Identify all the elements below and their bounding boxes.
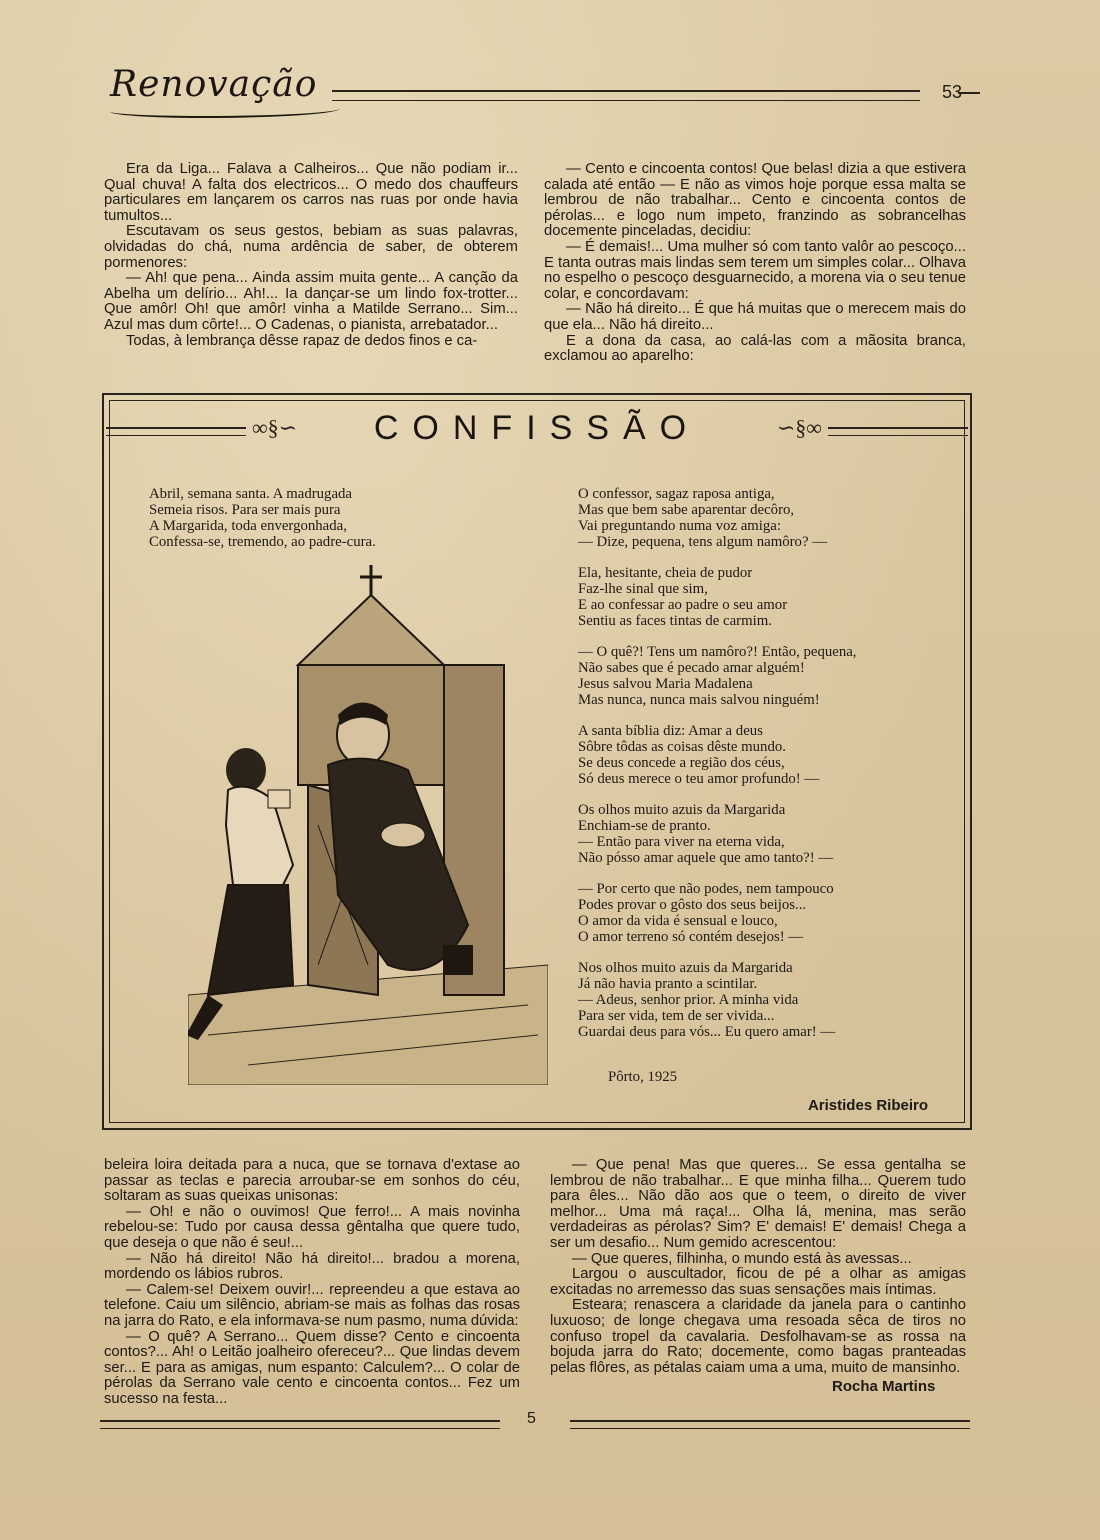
paragraph: — Não há direito! Não há direito!... bradou a morena, mordendo os lábios rubros. (104, 1250, 520, 1283)
poem-stanza (149, 486, 376, 550)
page-footer (100, 1410, 970, 1440)
poem-line: — Adeus, senhor prior. A minha vida (578, 992, 799, 1008)
poem-stanza (578, 881, 857, 945)
poem-title: CONFISSÃO (373, 409, 701, 447)
paragraph: beleira loira deitada para a nuca, que se tornava d'extase ao passar as teclas e parecia arroubar-se em sonhos do céu, soltaram as suas queixas unisonas: (104, 1157, 520, 1205)
poem-left-column (149, 486, 376, 565)
footer-page-number: 5 (527, 1410, 536, 1427)
page-header (100, 62, 980, 122)
header-page-number: 53 (941, 82, 962, 102)
paragraph: — Que queres, filhinha, o mundo está às avessas... (572, 1250, 912, 1267)
poem-stanza (578, 644, 857, 708)
poem-line: Não sabes que é pecado amar alguém! (578, 660, 805, 676)
paragraph: Escutavam os seus gestos, bebiam as suas palavras, olvidadas do chá, numa ardência de saber, de obterem pormenores: (104, 223, 518, 271)
poem-line: E ao confessar ao padre o seu amor (578, 597, 788, 613)
article-bottom-left-column (104, 1158, 520, 1408)
paragraph: Largou o auscultador, ficou de pé a olhar as amigas excitadas no arremesso das suas sensações mais íntimas. (550, 1266, 966, 1298)
paragraph: — Calem-se! Deixem ouvir!... repreendeu a que estava ao telefone. Caiu um silêncio, abriam-se mais as folhas das rosas na jarra do Rato, e ela informava-se num pasmo, numa dúvida: (104, 1281, 520, 1329)
title-rule-right (828, 427, 968, 436)
poem-line: Semeia risos. Para ser mais pura (149, 502, 341, 518)
header-rule (332, 90, 920, 101)
article-top-right-column (544, 162, 966, 365)
poem-line: Os olhos muito azuis da Margarida (578, 802, 786, 818)
poem-line: — Então para viver na eterna vida, (578, 834, 785, 850)
logo-swash (110, 102, 340, 118)
magazine-title: Renovação (110, 64, 318, 105)
poem-line: — Dize, pequena, tens algum namôro? — (578, 534, 828, 550)
poem-line: Mas nunca, nunca mais salvou ninguém! (578, 692, 820, 708)
footer-rule-right (570, 1420, 970, 1429)
paragraph: — Ah! que pena... Ainda assim muita gente... A canção da Abelha um delírio... Ah!... Ia dançar-se um lindo fox-trotter... Que amôr! Oh! que amôr! vinha a Matilde Serrano... Sim... Azul mas dum côrte!... O Cadenas, o pianista, arrebatador... (104, 270, 518, 333)
poem-right-column (578, 486, 857, 1055)
scroll-ornament-icon: ∞§∽ (252, 415, 298, 440)
poem-line: Se deus concede a região dos céus, (578, 755, 785, 771)
paragraph: — Que pena! Mas que queres... Se essa gentalha se lembrou de não trabalhar... E que minha filha... Querem tudo para êles... Não dão aos que o teem, o direito de viver melhor... Uma má raça!... Olha lá, menina, mas serão verdadeiras as pérolas? Sim? E' demais! E' demais! Chega a ser um desafio... Num gemido acrescentou: (550, 1157, 966, 1251)
article-top-left-column (104, 162, 518, 349)
poem-line: O amor terreno só contém desejos! — (578, 929, 804, 945)
footer-rule-left (100, 1420, 500, 1429)
paragraph: Esteara; renascera a claridade da janela para o cantinho luxuoso; de longe chegava uma resoada sêca de tiros no confuso tropel da cavalaria. Desfolhavam-se as rossa na bojuda jarra do Rato; docemente, como bagas pranteadas pelas flôres, as pétalas caiam uma a uma, muito de mansinho. (550, 1297, 966, 1376)
poem-line: Não pósso amar aquele que amo tanto?! — (578, 850, 834, 866)
poem-line: Jesus salvou Maria Madalena (578, 676, 753, 692)
poem-line: — Por certo que não podes, nem tampouco (578, 881, 834, 897)
poem-line: Guardai deus para vós... Eu quero amar! — (578, 1024, 836, 1040)
paragraph: — Não há direito... É que há muitas que o merecem mais do que ela... Não há direito... (544, 301, 966, 333)
poem-line: Só deus merece o teu amor profundo! — (578, 771, 820, 787)
poem-line: Para ser vida, tem de ser vivida... (578, 1008, 775, 1024)
poem-line: Sentiu as faces tintas de carmim. (578, 613, 772, 629)
poem-line: Podes provar o gôsto dos seus beijos... (578, 897, 807, 913)
paragraph: — Cento e cincoenta contos! Que belas! dizia a que estivera calada até então — E não as vimos hoje porque essa malta se lembrou de não trabalhar... Cento e cincoenta contos de pérolas... e logo num impeto, franzindo as sobrancelhas docemente pinceladas, decidiu: (544, 161, 966, 240)
poem-author: Aristides Ribeiro (807, 1097, 928, 1114)
paragraph: — O quê? A Serrano... Quem disse? Cento e cincoenta contos?... Ah! o Leitão joalheiro ofereceu?... Que lindas devem ser... E para as amigas, num espanto: Calculem?... O colar de pérolas da Serrano vale cento e cincoenta contos... Fez um sucesso na festa... (104, 1328, 520, 1407)
paragraph: — Oh! e não o ouvimos! Que ferro!... A mais novinha rebelou-se: Tudo por causa dessa gêntalha que quere tudo, que deseja o que não é seu!... (104, 1203, 520, 1251)
article-author: Rocha Martins (832, 1378, 936, 1395)
poem-stanza (578, 486, 857, 550)
paragraph: Todas, à lembrança dêsse rapaz de dedos finos e ca- (126, 332, 478, 349)
poem-line: Vai preguntando numa voz amiga: (578, 518, 781, 534)
poem-line: Enchiam-se de pranto. (578, 818, 711, 834)
poem-line: Ela, hesitante, cheia de pudor (578, 565, 753, 581)
magazine-logo (110, 64, 330, 112)
poem-stanza (578, 565, 857, 629)
poem-line: Mas que bem sabe aparentar decôro, (578, 502, 795, 518)
poem-line: Sôbre tôdas as coisas dêste mundo. (578, 739, 786, 755)
poem-line: O amor da vida é sensual e louco, (578, 913, 778, 929)
header-dash (958, 92, 980, 94)
scroll-ornament-icon: ∽§∞ (776, 415, 822, 440)
poem-line: A santa bíblia diz: Amar a deus (578, 723, 763, 739)
poem-line: Faz-lhe sinal que sim, (578, 581, 708, 597)
poem-line: Abril, semana santa. A madrugada (149, 486, 352, 502)
poem-line: A Margarida, toda envergonhada, (149, 518, 347, 534)
paragraph: Era da Liga... Falava a Calheiros... Que não podiam ir... Qual chuva! A falta dos electricos... O medo dos chauffeurs particulares em lançarem os carros nas ruas por onde havia tumultos... (104, 161, 518, 224)
poem-title-row (104, 409, 970, 449)
poem-line: Nos olhos muito azuis da Margarida (578, 960, 793, 976)
poem-stanza (578, 960, 857, 1040)
poem-line: O confessor, sagaz raposa antiga, (578, 486, 775, 502)
article-bottom-right-column (550, 1158, 966, 1376)
poem-line: Confessa-se, tremendo, ao padre-cura. (149, 534, 376, 550)
poem-line: Já não havia pranto a scintilar. (578, 976, 758, 992)
paragraph: E a dona da casa, ao calá-las com a mãosita branca, exclamou ao aparelho: (544, 332, 966, 365)
poem-place-date: Pôrto, 1925 (608, 1069, 678, 1085)
confession-illustration (188, 565, 548, 1085)
poem-stanza (578, 802, 857, 866)
poem-line: — O quê?! Tens um namôro?! Então, pequena, (578, 644, 857, 660)
paragraph: — É demais!... Uma mulher só com tanto valôr ao pescoço... E tanta outras mais lindas sem terem um simples colar... Olhava no espelho o pescoço desguarnecido, a morena via o seu tenue colar, e concordavam: (544, 238, 966, 302)
poem-stanza (578, 723, 857, 787)
